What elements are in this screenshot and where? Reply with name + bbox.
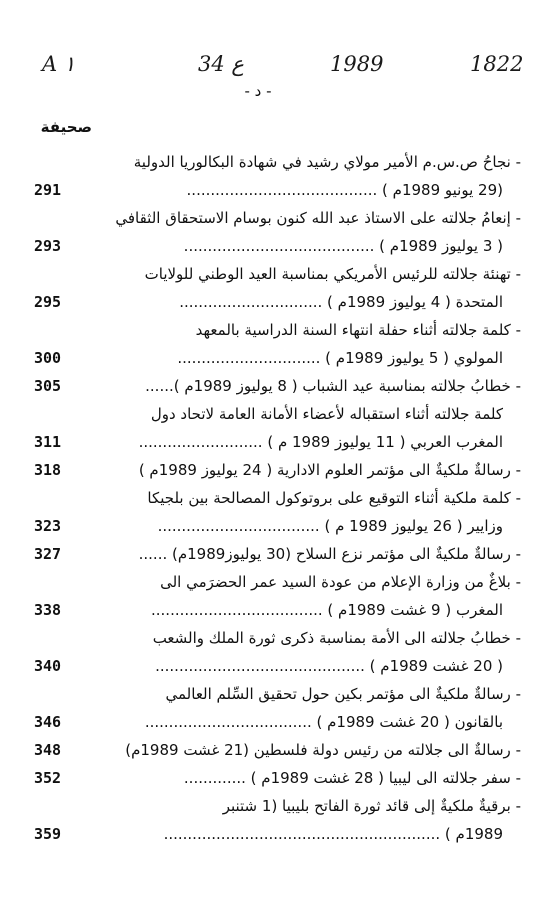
toc-entry-text: رسالةٌ ملكيةٌ الى مؤتمر نزع السلاح (30 يوليوز1989م) ......	[138, 545, 511, 563]
toc-line	[34, 708, 521, 736]
toc-entry-text: بالقانون ( 20 غشت 1989م ) ...................................	[144, 713, 503, 731]
toc-page-number: 340	[34, 652, 63, 680]
toc-page-number: 318	[34, 456, 63, 484]
toc-page-number: 311	[34, 428, 63, 456]
toc-entry-text: نجاحُ ص.س.م الأمير مولاي رشيد في شهادة البكالوريا الدولية	[133, 153, 511, 171]
toc-page-number: 338	[34, 596, 63, 624]
toc-page-number: 327	[34, 540, 63, 568]
toc-line	[34, 400, 521, 428]
toc-entry-text: ( 3 يوليوز 1989م ) ........................................	[183, 237, 503, 255]
page-marker: - د -	[244, 82, 272, 100]
handwritten-number: 1822	[470, 52, 524, 76]
toc-entry-text: إنعامُ جلالته على الاستاذ عبد الله كنون بوسام الاستحقاق الثقافي	[115, 209, 511, 227]
toc-page-number: 346	[34, 708, 63, 736]
toc-line	[34, 288, 521, 316]
toc-line	[34, 428, 521, 456]
toc-line	[34, 512, 521, 540]
toc-entry-text: تهنئة جلالته للرئيس الأمريكي بمناسبة العيد الوطني للولايات	[144, 265, 511, 283]
toc-entry-text: كلمة ملكية أثناء التوقيع على بروتوكول المصالحة بين بلجيكا	[147, 489, 511, 507]
toc-page-number: 293	[34, 232, 63, 260]
toc-line	[34, 260, 521, 288]
toc-line	[34, 176, 521, 204]
toc-line	[34, 596, 521, 624]
toc-page-number: 295	[34, 288, 63, 316]
toc-page-number: 300	[34, 344, 63, 372]
toc-entry-text: المغرب ( 9 غشت 1989م ) ....................................	[151, 601, 503, 619]
toc-line	[34, 568, 521, 596]
toc-line	[34, 820, 521, 848]
toc-entry-text: 1989م ) ..........................................................	[163, 825, 503, 843]
toc-line	[34, 316, 521, 344]
page-heading: صحيفة	[40, 118, 92, 136]
toc-entry-text: خطابُ جلالته الى الأمة بمناسبة ذكرى ثورة الملك والشعب	[152, 629, 511, 647]
toc-entry-text: المتحدة ( 4 يوليوز 1989م ) ..............................	[179, 293, 503, 311]
toc-line	[34, 540, 521, 568]
toc-entry-text: خطابُ جلالته بمناسبة عيد الشباب ( 8 يوليوز 1989م )......	[145, 377, 511, 395]
toc-page-number: 359	[34, 820, 63, 848]
toc-entry-text: برقيةٌ ملكيةٌ إلى قائد ثورة الفاتح بليبيا (1 شتنبر	[222, 797, 511, 815]
toc-page-number: 291	[34, 176, 63, 204]
toc-entry-text: رسالةٌ الى جلالته من رئيس دولة فلسطين (21 غشت 1989م)	[125, 741, 511, 759]
toc-page-number: 348	[34, 736, 63, 764]
toc-page-number: 305	[34, 372, 63, 400]
toc-entry-text: كلمة جلالته أثناء حفلة انتهاء السنة الدراسية بالمعهد	[195, 321, 511, 339]
handwritten-ref-a: A ١	[42, 52, 76, 76]
toc-line	[34, 792, 521, 820]
toc-line	[34, 764, 521, 792]
toc-line	[34, 148, 521, 176]
toc-entry-text: رسالةٌ ملكيةٌ الى مؤتمر العلوم الادارية ( 24 يوليوز 1989م )	[138, 461, 511, 479]
handwritten-year: 1989	[330, 52, 384, 76]
toc-line	[34, 232, 521, 260]
toc-entry-text: كلمة جلالته أثناء استقباله لأعضاء الأمانة العامة لاتحاد دول	[150, 405, 503, 423]
toc-line	[34, 736, 521, 764]
toc-line	[34, 344, 521, 372]
toc-entry-text: (29 يونيو 1989م ) ........................................	[186, 181, 503, 199]
toc-entry-text: سفر جلالته الى ليبيا ( 28 غشت 1989م ) .............	[183, 769, 511, 787]
toc-entry-text: رسالةٌ ملكيةٌ الى مؤتمر بكين حول تحقيق السِّلم العالمي	[165, 685, 511, 703]
toc-line	[34, 484, 521, 512]
toc-line	[34, 624, 521, 652]
toc-line	[34, 680, 521, 708]
toc-line	[34, 204, 521, 232]
handwritten-code: 34 ع	[198, 52, 244, 76]
toc-page-number: 323	[34, 512, 63, 540]
toc-entry-text: وزايير ( 26 يوليوز 1989 م ) ..................................	[157, 517, 503, 535]
toc-page-number: 352	[34, 764, 63, 792]
toc-entry-text: بلاغٌ من وزارة الإعلام من عودة السيد عمر الحضرَمي الى	[160, 573, 511, 591]
toc-entry-text: المغرب العربي ( 11 يوليوز 1989 م ) ..........................	[138, 433, 503, 451]
toc-entry-text: المولوي ( 5 يوليوز 1989م ) ..............................	[177, 349, 503, 367]
toc-line	[34, 652, 521, 680]
toc-line	[34, 456, 521, 484]
toc-entry-text: ( 20 غشت 1989م ) ............................................	[155, 657, 503, 675]
toc-line	[34, 372, 521, 400]
